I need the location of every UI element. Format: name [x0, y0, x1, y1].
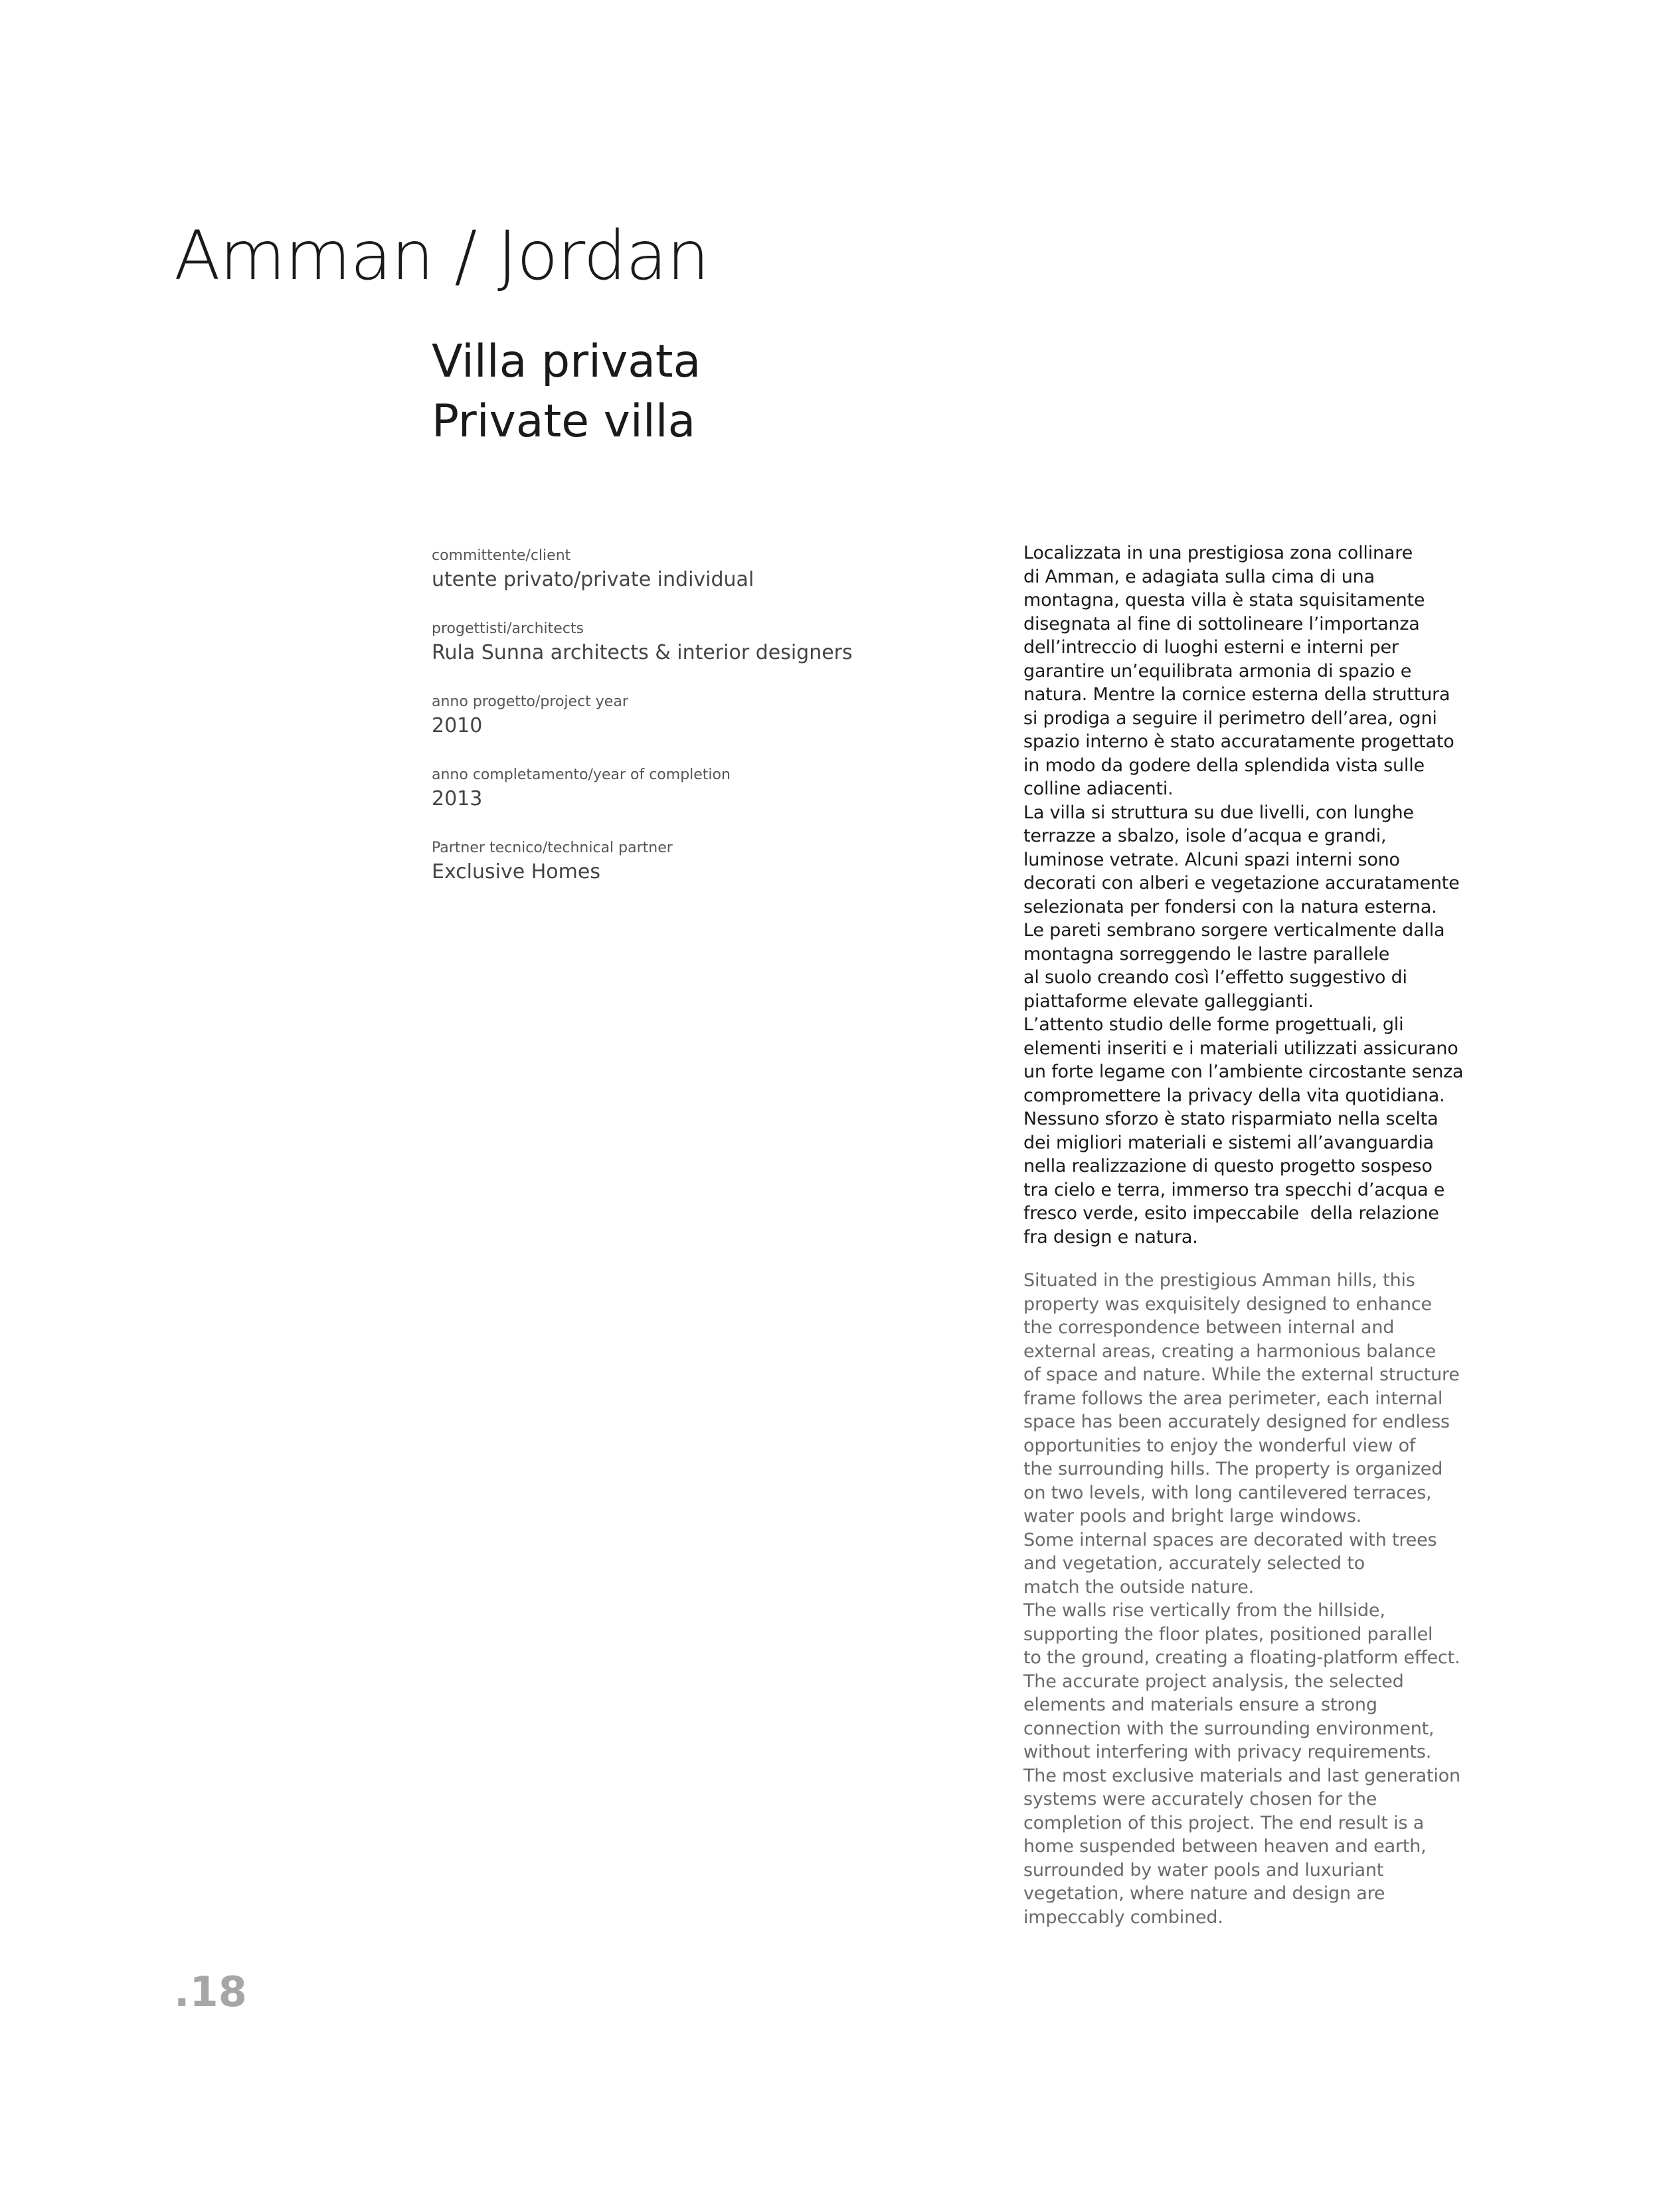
- project-subtitle: [432, 332, 701, 452]
- meta-architects: [432, 619, 963, 667]
- meta-label: anno completamento/year of completion: [432, 767, 731, 783]
- page-number: .18: [174, 1968, 247, 2016]
- meta-label: anno progetto/project year: [432, 693, 628, 710]
- page-title: Amman / Jordan: [174, 217, 709, 296]
- description-italian: Localizzata in una prestigiosa zona collinare di Amman, e adagiata sulla cima di una montagna, questa villa è stata squisitamente disegnata al fine di sottolineare l’importanza dell’intreccio di luoghi esterni e interni per garantire un’equilibrata armonia di spazio e natura. Mentre la cornice esterna della struttura si prodiga a seguire il perimetro dell’area, ogni spazio interno è stato accuratamente progettato in modo da godere della splendida vista sulle colline adiacenti. La villa si struttura su due livelli, con lunghe terrazze a sbalzo, isole d’acqua e grandi, luminose vetrate. Alcuni spazi interni sono decorati con alberi e vegetazione accuratamente selezionata per fondersi con la natura esterna. Le pareti sembrano sorgere verticalmente dalla montagna sorreggendo le lastre parallele al suolo creando così l’effetto suggestivo di piattaforme elevate galleggianti. L’attento studio delle forme progettuali, gli elementi inseriti e i materiali utilizzati assicurano un forte legame con l’ambiente circostante senza compromettere la privacy della vita quotidiana. Nessuno sforzo è stato risparmiato nella scelta dei migliori materiali e sistemi all’avanguardia nella realizzazione di questo progetto sospeso tra cielo e terra, immerso tra specchi d’acqua e fresco verde, esito impeccabile della relazione fra design e natura.: [1023, 543, 1464, 1247]
- meta-label: Partner tecnico/technical partner: [432, 840, 673, 856]
- subtitle-english: Private villa: [432, 395, 696, 448]
- meta-label: progettisti/architects: [432, 620, 584, 637]
- project-info: [432, 546, 963, 911]
- description-english: Situated in the prestigious Amman hills, this property was exquisitely designed to enhance the correspondence between internal and external areas, creating a harmonious balance of space and nature. While the external structure frame follows the area perimeter, each internal space has been accurately designed for endless opportunities to enjoy the wonderful view of the surrounding hills. The property is organized on two levels, with long cantilevered terraces, water pools and bright large windows. Some internal spaces are decorated with trees and vegetation, accurately selected to match the outside nature. The walls rise vertically from the hillside, supporting the floor plates, positioned parallel to the ground, creating a floating-platform effect. The accurate project analysis, the selected elements and materials ensure a strong connection with the surrounding environment, without interfering with privacy requirements. The most exclusive materials and last generation systems were accurately chosen for the completion of this project. The end result is a home suspended between heaven and earth, surrounded by water pools and luxuriant vegetation, where nature and design are impeccably combined.: [1023, 1270, 1460, 1928]
- subtitle-italian: Villa privata: [432, 335, 701, 388]
- meta-client: [432, 546, 963, 594]
- meta-technical-partner: [432, 838, 963, 886]
- meta-completion-year: [432, 765, 963, 813]
- meta-value: utente privato/private individual: [432, 568, 754, 591]
- meta-value: 2010: [432, 714, 483, 737]
- meta-label: committente/client: [432, 547, 571, 564]
- meta-value: 2013: [432, 787, 483, 810]
- meta-value: Exclusive Homes: [432, 860, 600, 883]
- meta-project-year: [432, 692, 963, 740]
- meta-value: Rula Sunna architects & interior designers: [432, 641, 853, 664]
